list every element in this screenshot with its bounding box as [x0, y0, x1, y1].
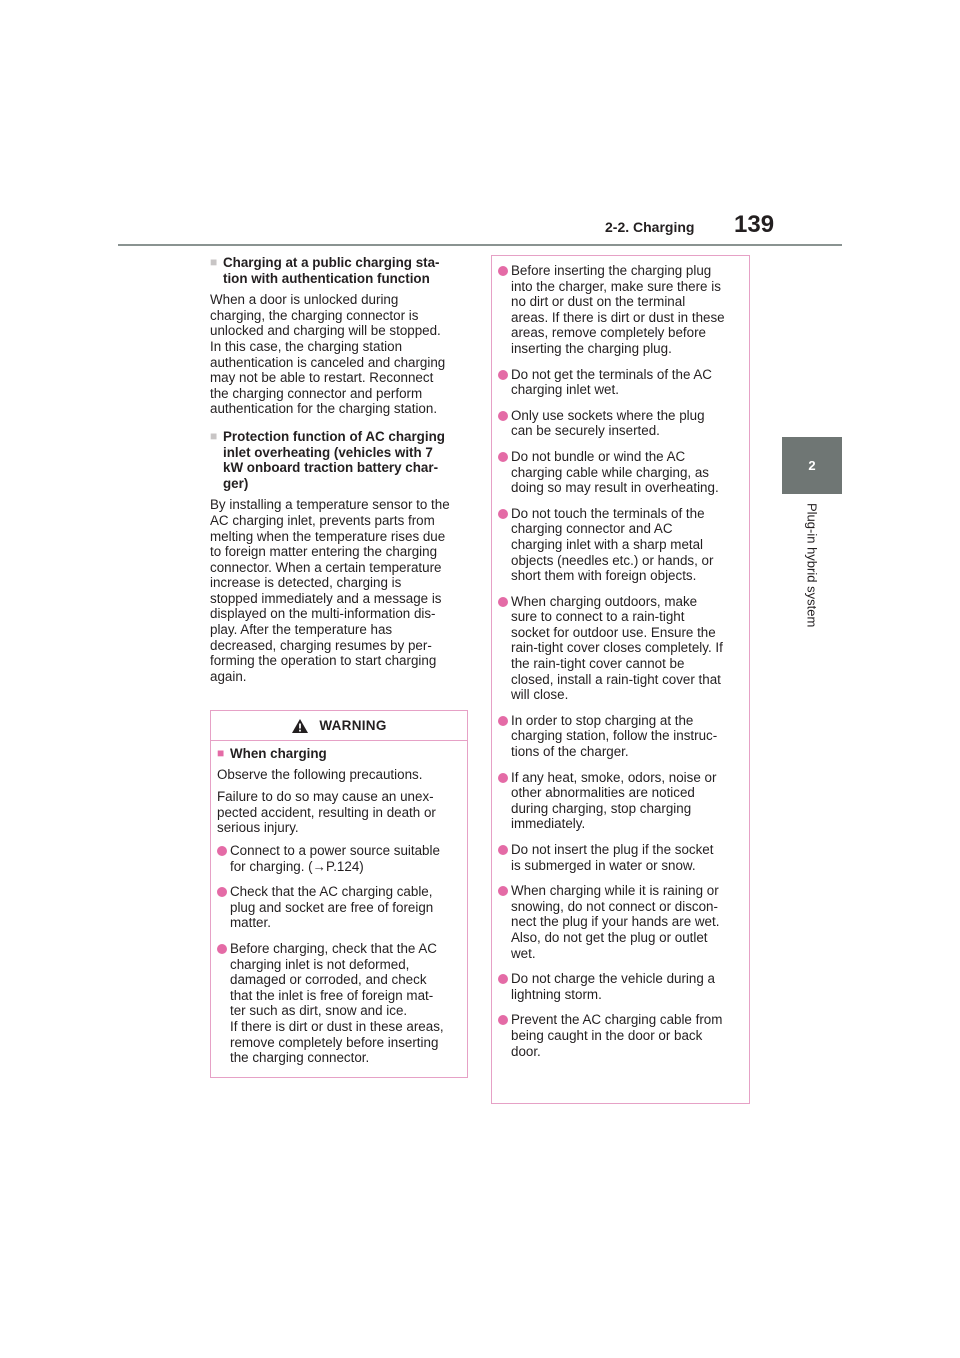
left-column: [210, 255, 468, 691]
bullet-dot-icon: [498, 1012, 511, 1059]
warning-continued-box: [491, 255, 750, 1104]
bullet-dot-icon: [498, 263, 511, 357]
list-item: [498, 842, 743, 873]
list-item: [498, 408, 743, 439]
bullet-dot-icon: [498, 713, 511, 760]
list-item-text: In order to stop charging at the charging station, follow the instruc- tions of the charger.: [511, 712, 718, 760]
warning-intro: Observe the following precautions.: [217, 766, 423, 782]
section-title: 2-2. Charging: [605, 219, 695, 235]
list-item-text: Before inserting the charging plug into the charger, make sure there is no dirt or dust on the terminal areas. If there is dirt or dust in these areas, remove completely before inserting the charging plug.: [511, 263, 725, 356]
warning-box: [210, 710, 468, 1078]
list-item-text: Do not bundle or wind the AC charging cable while charging, as doing so may result in overheating.: [511, 448, 719, 496]
list-item-text: Before charging, check that the AC charging inlet is not deformed, damaged or corroded, and check that the inlet is free of foreign mat- ter such as dirt, snow and ice. If there is dirt or dust in these areas, remove completely before inserting the charging connector.: [230, 940, 444, 1066]
list-item-text: Connect to a power source suitable for charging. (→P.124): [230, 842, 440, 874]
warning-continued-content: [492, 256, 749, 1059]
list-item-text: Do not touch the terminals of the charging connector and AC charging inlet with a sharp metal objects (needles etc.) or hands, or short them with foreign objects.: [511, 505, 714, 584]
list-item-text: If any heat, smoke, odors, noise or other abnormalities are noticed during charging, stop charging immediately.: [511, 769, 717, 832]
list-item: [498, 1012, 743, 1059]
list-item: [498, 506, 743, 584]
square-bullet-icon: ■: [210, 255, 218, 269]
list-item: [498, 263, 743, 357]
warning-content: [211, 741, 467, 1066]
chapter-title: Plug-in hybrid system: [804, 503, 820, 628]
list-item-text: Only use sockets where the plug can be securely inserted.: [511, 407, 705, 439]
list-item: [498, 713, 743, 760]
list-item: [498, 883, 743, 961]
bullet-dot-icon: [498, 971, 511, 1002]
chapter-label: [782, 503, 842, 673]
bullet-dot-icon: [498, 842, 511, 873]
list-item-text: Prevent the AC charging cable from being caught in the door or back door.: [511, 1012, 723, 1059]
square-bullet-icon: ■: [210, 428, 218, 443]
heading-overheat-protection: Protection function of AC charging inlet overheating (vehicles with 7 kW onboard traction battery char- ger): [223, 428, 445, 491]
header-rule: [118, 244, 842, 246]
warning-subheading-text: When charging: [230, 746, 327, 761]
bullet-dot-icon: [217, 941, 230, 1066]
list-item: [498, 449, 743, 496]
warning-subheading: [217, 746, 461, 762]
list-item-text: When charging while it is raining or snowing, do not connect or discon- nect the plug if your hands are wet. Also, do not get the plug or outlet wet.: [511, 883, 720, 961]
list-item: [217, 843, 461, 874]
list-item-text: Do not get the terminals of the AC charging inlet wet.: [511, 366, 712, 398]
bullet-dot-icon: [217, 843, 230, 874]
bullet-dot-icon: [498, 506, 511, 584]
list-item: [498, 594, 743, 703]
warning-triangle-icon: [291, 718, 309, 734]
bullet-dot-icon: [498, 594, 511, 703]
list-item-text: When charging outdoors, make sure to connect to a rain-tight socket for outdoor use. Ensure the rain-tight cover closes completely. If the rain-tight cover cannot be closed, install a rain-tight cover that will close.: [511, 593, 723, 703]
list-item: [217, 884, 461, 931]
paragraph-overheat-protection: By installing a temperature sensor to the AC charging inlet, prevents parts from melting when the temperature rises due to foreign matter entering the charging connector. When a certain temperature increase is detected, charging is stopped immediately and a message is displayed on the multi-information dis- play. After the temperature has decreased, charging resumes by per- forming the operation to start charging again.: [210, 497, 450, 684]
bullet-dot-icon: [217, 884, 230, 931]
warning-header: [211, 711, 467, 741]
paragraph-public-charging: When a door is unlocked during charging, the charging connector is unlocked and charging will be stopped. In this case, the charging station authentication is canceled and charging may not be able to restart. Reconnect the charging connector and perform authentication for the charging station.: [210, 292, 446, 417]
bullet-dot-icon: [498, 367, 511, 398]
list-item: [498, 770, 743, 832]
square-bullet-icon: ■: [217, 746, 225, 760]
warning-title: WARNING: [319, 718, 387, 733]
list-item: [217, 941, 461, 1066]
list-item-text: Do not insert the plug if the socket is submerged in water or snow.: [511, 842, 714, 873]
warning-consequence: Failure to do so may cause an unex- pected accident, resulting in death or serious injury.: [217, 789, 436, 836]
list-item: [498, 971, 743, 1002]
bullet-dot-icon: [498, 770, 511, 832]
list-item-text: Check that the AC charging cable, plug and socket are free of foreign matter.: [230, 884, 434, 931]
heading-public-charging: Charging at a public charging sta- tion with authentication function: [223, 255, 440, 286]
page-number: 139: [734, 211, 775, 238]
subsection-heading: [210, 429, 468, 491]
subsection-heading: [210, 255, 468, 286]
bullet-dot-icon: [498, 408, 511, 439]
bullet-dot-icon: [498, 449, 511, 496]
list-item-text: Do not charge the vehicle during a lightning storm.: [511, 971, 715, 1002]
chapter-tab: 2: [782, 437, 842, 494]
bullet-dot-icon: [498, 883, 511, 961]
list-item: [498, 367, 743, 398]
